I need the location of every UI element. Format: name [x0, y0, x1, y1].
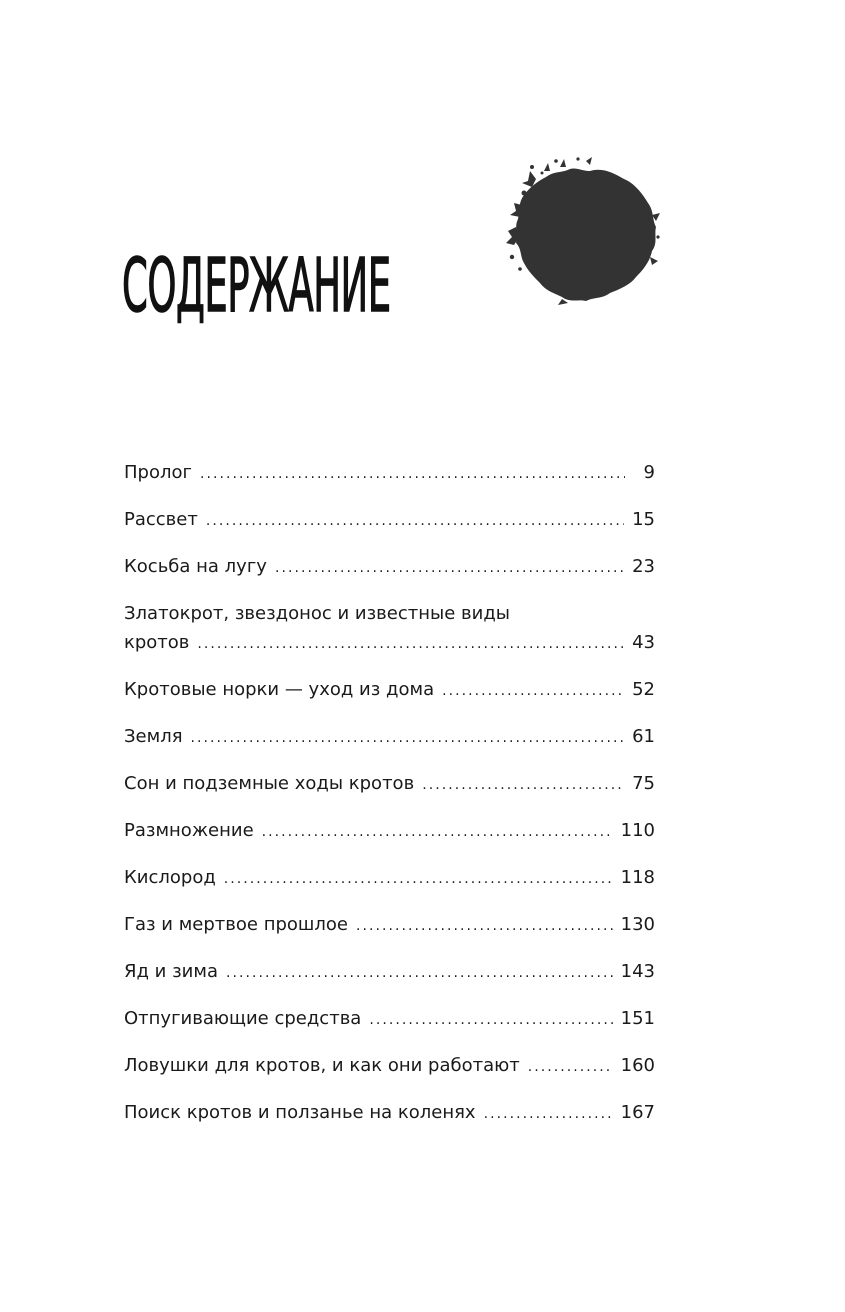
toc-entry-title: Пролог: [124, 462, 192, 483]
toc-page-number: 110: [620, 820, 655, 841]
dot-leader: [369, 1006, 612, 1035]
dot-leader: [206, 507, 624, 536]
toc-entry[interactable]: [124, 1051, 655, 1098]
dot-leader: [262, 818, 613, 847]
toc-page-number: 15: [632, 509, 655, 530]
toc-page-number: 118: [620, 867, 655, 888]
toc-entry[interactable]: [124, 1098, 655, 1145]
dot-leader: [275, 554, 624, 583]
toc-entry-title: Земля: [124, 726, 183, 747]
page-title: СОДЕРЖАНИЕ: [122, 243, 391, 329]
toc-page-number: 52: [632, 679, 655, 700]
toc-entry[interactable]: [124, 910, 655, 957]
dot-leader: [484, 1100, 613, 1129]
toc-entry[interactable]: [124, 816, 655, 863]
toc-entry-title: Сон и подземные ходы кротов: [124, 773, 415, 794]
toc-entry-title: Косьба на лугу: [124, 556, 267, 577]
toc-entry[interactable]: [124, 458, 655, 505]
toc-page-number: 9: [643, 462, 655, 483]
toc-page-number: 167: [620, 1102, 655, 1123]
toc-page-number: 160: [620, 1055, 655, 1076]
toc-entry-title: Ловушки для кротов, и как они работают: [124, 1055, 520, 1076]
toc-entry-title: Яд и зима: [124, 961, 218, 982]
toc-entry-title: Кротовые норки — уход из дома: [124, 679, 435, 700]
dot-leader: [224, 865, 613, 894]
toc-entry-title: Рассвет: [124, 509, 198, 530]
dot-leader: [226, 959, 613, 988]
toc-entry[interactable]: [124, 675, 655, 722]
table-of-contents: [124, 458, 655, 1145]
toc-entry[interactable]: [124, 552, 655, 599]
toc-entry[interactable]: [124, 863, 655, 910]
dot-leader: [191, 724, 625, 753]
toc-entry[interactable]: [124, 505, 655, 552]
toc-page-number: 61: [632, 726, 655, 747]
toc-entry-title-line1: Златокрот, звездонос и известные виды: [124, 603, 510, 624]
toc-page-number: 43: [632, 632, 655, 653]
toc-page-number: 23: [632, 556, 655, 577]
toc-entry[interactable]: [124, 1004, 655, 1051]
toc-page-number: 130: [620, 914, 655, 935]
toc-entry-title: Поиск кротов и ползанье на коленях: [124, 1102, 476, 1123]
dot-leader: [200, 460, 625, 489]
dot-leader: [422, 771, 624, 800]
ink-blot-icon: [502, 153, 662, 309]
toc-page-number: 151: [620, 1008, 655, 1029]
toc-page-number: 143: [620, 961, 655, 982]
toc-entry-title: кротов: [124, 632, 190, 653]
toc-entry-title: Отпугивающие средства: [124, 1008, 362, 1029]
dot-leader: [197, 630, 624, 659]
toc-page-number: 75: [632, 773, 655, 794]
toc-entry[interactable]: [124, 769, 655, 816]
toc-entry[interactable]: [124, 599, 655, 675]
dot-leader: [528, 1053, 613, 1082]
toc-entry[interactable]: [124, 722, 655, 769]
dot-leader: [356, 912, 613, 941]
toc-entry-title: Кислород: [124, 867, 216, 888]
dot-leader: [442, 677, 624, 706]
toc-entry-title: Размножение: [124, 820, 254, 841]
toc-entry[interactable]: [124, 957, 655, 1004]
toc-entry-title: Газ и мертвое прошлое: [124, 914, 348, 935]
